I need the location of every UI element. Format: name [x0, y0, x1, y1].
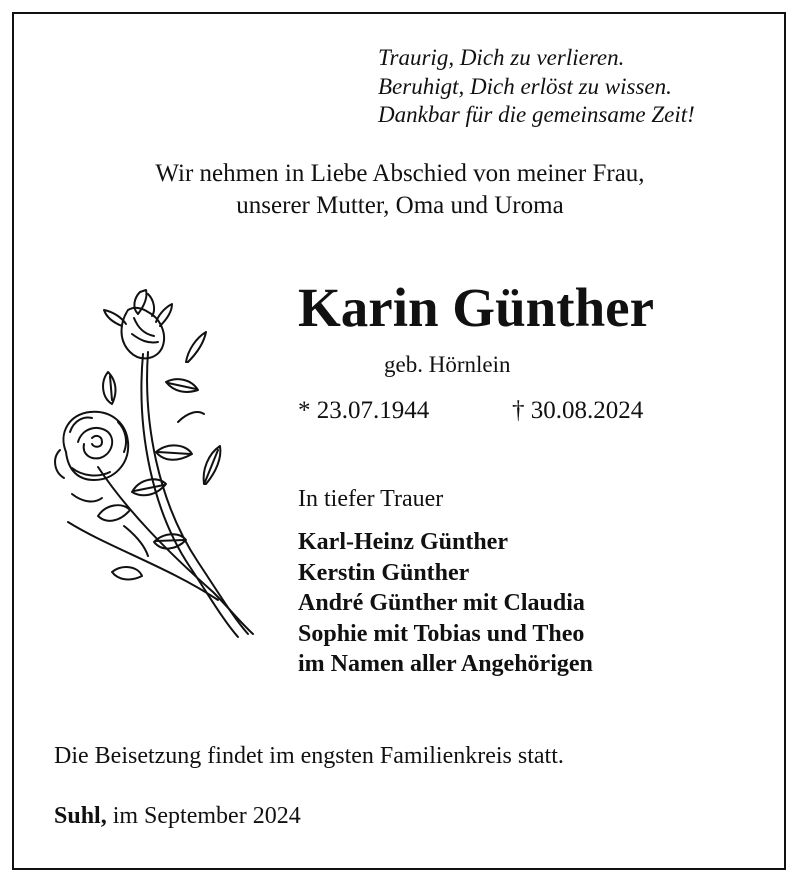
mourner-name: Kerstin Günther — [298, 559, 470, 586]
intro-line: unserer Mutter, Oma und Uroma — [236, 192, 564, 219]
mourner-name: im Namen aller Angehörigen — [298, 651, 593, 677]
mourner-name: Sophie mit Tobias und Theo — [298, 620, 585, 647]
motto-line: Beruhigt, Dich erlöst zu wissen. — [378, 73, 672, 99]
birth-date: * 23.07.1944 — [298, 397, 430, 424]
place-name: Suhl, — [54, 803, 107, 829]
rose-drawing — [48, 282, 268, 642]
mourner-name: Karl-Heinz Günther — [298, 529, 508, 555]
mourners-list — [298, 527, 593, 680]
intro-line: Wir nehmen in Liebe Abschied von meiner Frau, — [155, 160, 645, 187]
place-date — [54, 800, 301, 832]
date-text: im September 2024 — [112, 803, 301, 829]
burial-note: Die Beisetzung findet im engsten Familienkreis statt. — [54, 743, 564, 769]
motto-line: Dankbar für die gemeinsame Zeit! — [378, 102, 695, 127]
mourner-name: André Günther mit Claudia — [298, 590, 585, 616]
deceased-name: Karin Günther — [298, 277, 654, 338]
maiden-name: geb. Hörnlein — [384, 352, 511, 377]
rose-illustration — [48, 282, 268, 642]
motto-verse — [378, 44, 778, 130]
intro-text — [0, 158, 800, 222]
motto-line: Traurig, Dich zu verlieren. — [378, 45, 625, 70]
mourning-heading: In tiefer Trauer — [298, 486, 444, 512]
death-date: † 30.08.2024 — [512, 397, 644, 424]
